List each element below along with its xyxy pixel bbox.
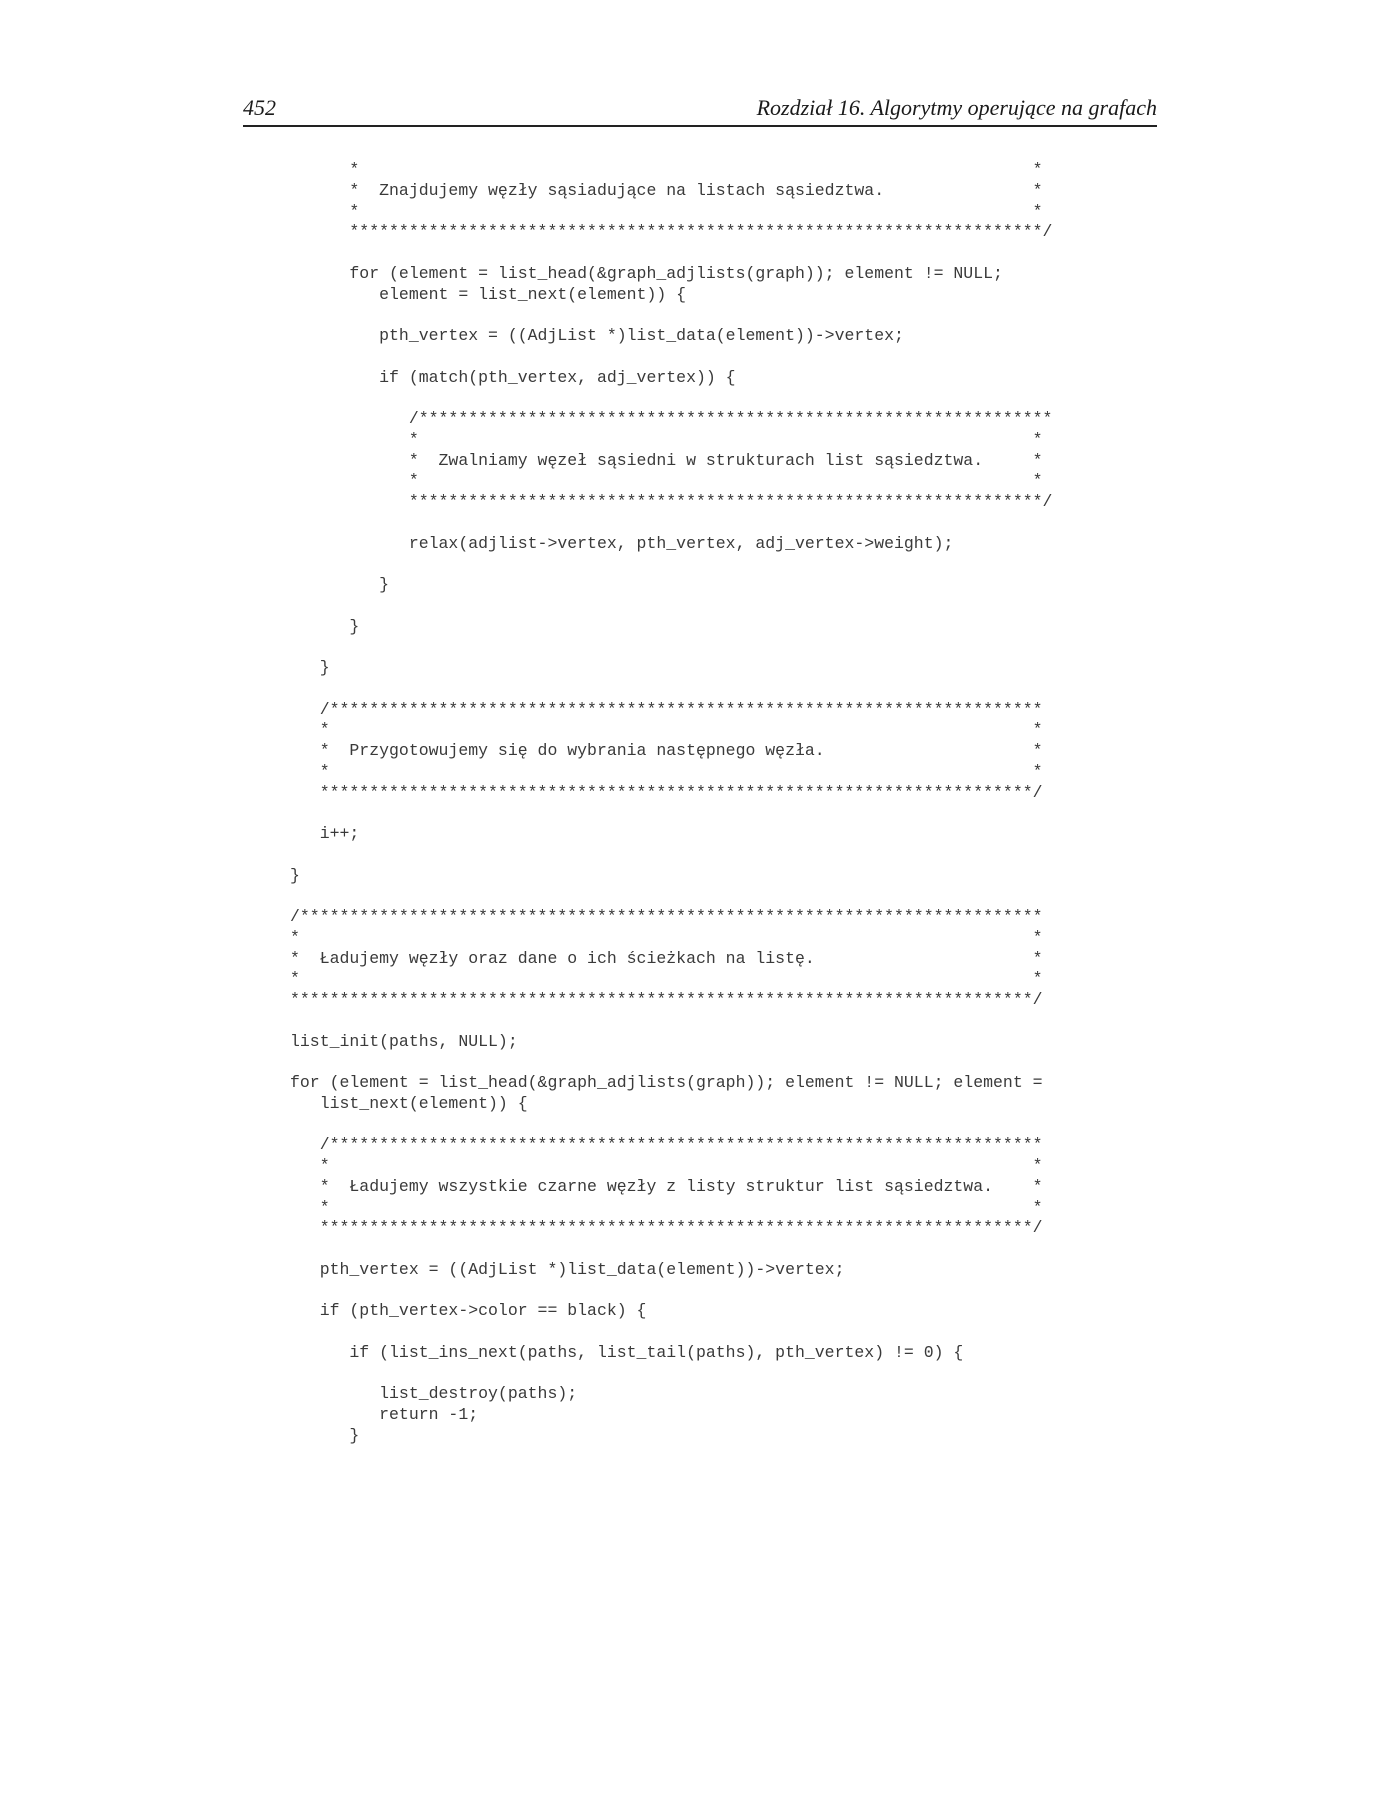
code-line: * Ładujemy węzły oraz dane o ich ścieżkach na listę. * [290,948,1043,968]
code-line: ************************************************************************/ [290,782,1043,802]
code-line [290,1364,1052,1385]
code-line: * Przygotowujemy się do wybrania następnego węzła. * [290,741,1043,760]
code-line: ***************************************************************************/ [290,990,1043,1009]
code-line [290,886,1052,907]
chapter-title: Rozdział 16. Algorytmy operujące na grafach [756,95,1157,120]
code-line: /**************************************************************** [290,409,1053,428]
code-line: return -1; [290,1405,479,1424]
code-line: * * [290,429,1043,449]
code-line: * * [290,201,1043,221]
code-line: } [290,575,390,594]
code-line: /*************************************************************************** [290,907,1043,926]
code-line [290,1011,1052,1032]
code-line [290,803,1052,824]
code-line: * * [290,927,1043,947]
code-line: * * [290,969,1043,989]
code-line: list_next(element)) { [290,1093,528,1113]
code-line: for (element = list_head(&graph_adjlists(graph)); element != NULL; element = [290,1073,1043,1092]
code-line [290,679,1052,700]
code-line: list_init(paths, NULL); [290,1031,518,1051]
code-line: list_destroy(paths); [290,1384,578,1404]
code-line: * * [290,160,1043,179]
code-line [290,1322,1052,1343]
code-line: * * [290,720,1043,740]
code-line: * * [290,471,1043,491]
code-line [290,388,1052,409]
code-line: if (list_ins_next(paths, list_tail(paths), pth_vertex) != 0) { [290,1342,964,1362]
code-line [290,637,1052,658]
code-line [290,347,1052,368]
code-line [290,596,1052,617]
code-line [290,1281,1052,1302]
code-listing [290,160,1052,1447]
code-line: element = list_next(element)) { [290,284,687,304]
code-line: if (match(pth_vertex, adj_vertex)) { [290,367,736,387]
page-number: 452 [243,95,276,120]
code-line: } [290,865,300,885]
code-line [290,554,1052,575]
code-line [290,1052,1052,1073]
code-line: } [290,658,330,677]
code-line: for (element = list_head(&graph_adjlists(graph)); element != NULL; [290,263,1003,283]
code-line: ************************************************************************/ [290,1218,1043,1238]
code-line: pth_vertex = ((AdjList *)list_data(element))->vertex; [290,1259,845,1279]
code-line: * Zwalniamy węzeł sąsiedni w strukturach list sąsiedztwa. * [290,450,1043,470]
code-line: * * [290,1156,1043,1175]
code-line: /************************************************************************ [290,699,1043,719]
code-line [290,513,1052,534]
code-line: **********************************************************************/ [290,222,1053,242]
code-line [290,1115,1052,1136]
code-line: } [290,1425,360,1445]
code-line: * Ładujemy wszystkie czarne węzły z listy struktur list sąsiedztwa. * [290,1176,1043,1196]
code-line [290,1239,1052,1260]
code-line: if (pth_vertex->color == black) { [290,1301,647,1321]
code-line: i++; [290,824,360,843]
code-line [290,845,1052,866]
code-line: /************************************************************************ [290,1135,1043,1155]
code-line: } [290,616,360,636]
code-line: * * [290,1197,1043,1217]
page-header [243,95,1157,127]
code-line [290,243,1052,264]
code-line: * * [290,761,1043,781]
code-line: ****************************************************************/ [290,492,1053,511]
code-line: pth_vertex = ((AdjList *)list_data(element))->vertex; [290,326,904,345]
code-line [290,305,1052,326]
code-line: relax(adjlist->vertex, pth_vertex, adj_vertex->weight); [290,533,954,553]
code-line: * Znajdujemy węzły sąsiadujące na listach sąsiedztwa. * [290,180,1043,200]
